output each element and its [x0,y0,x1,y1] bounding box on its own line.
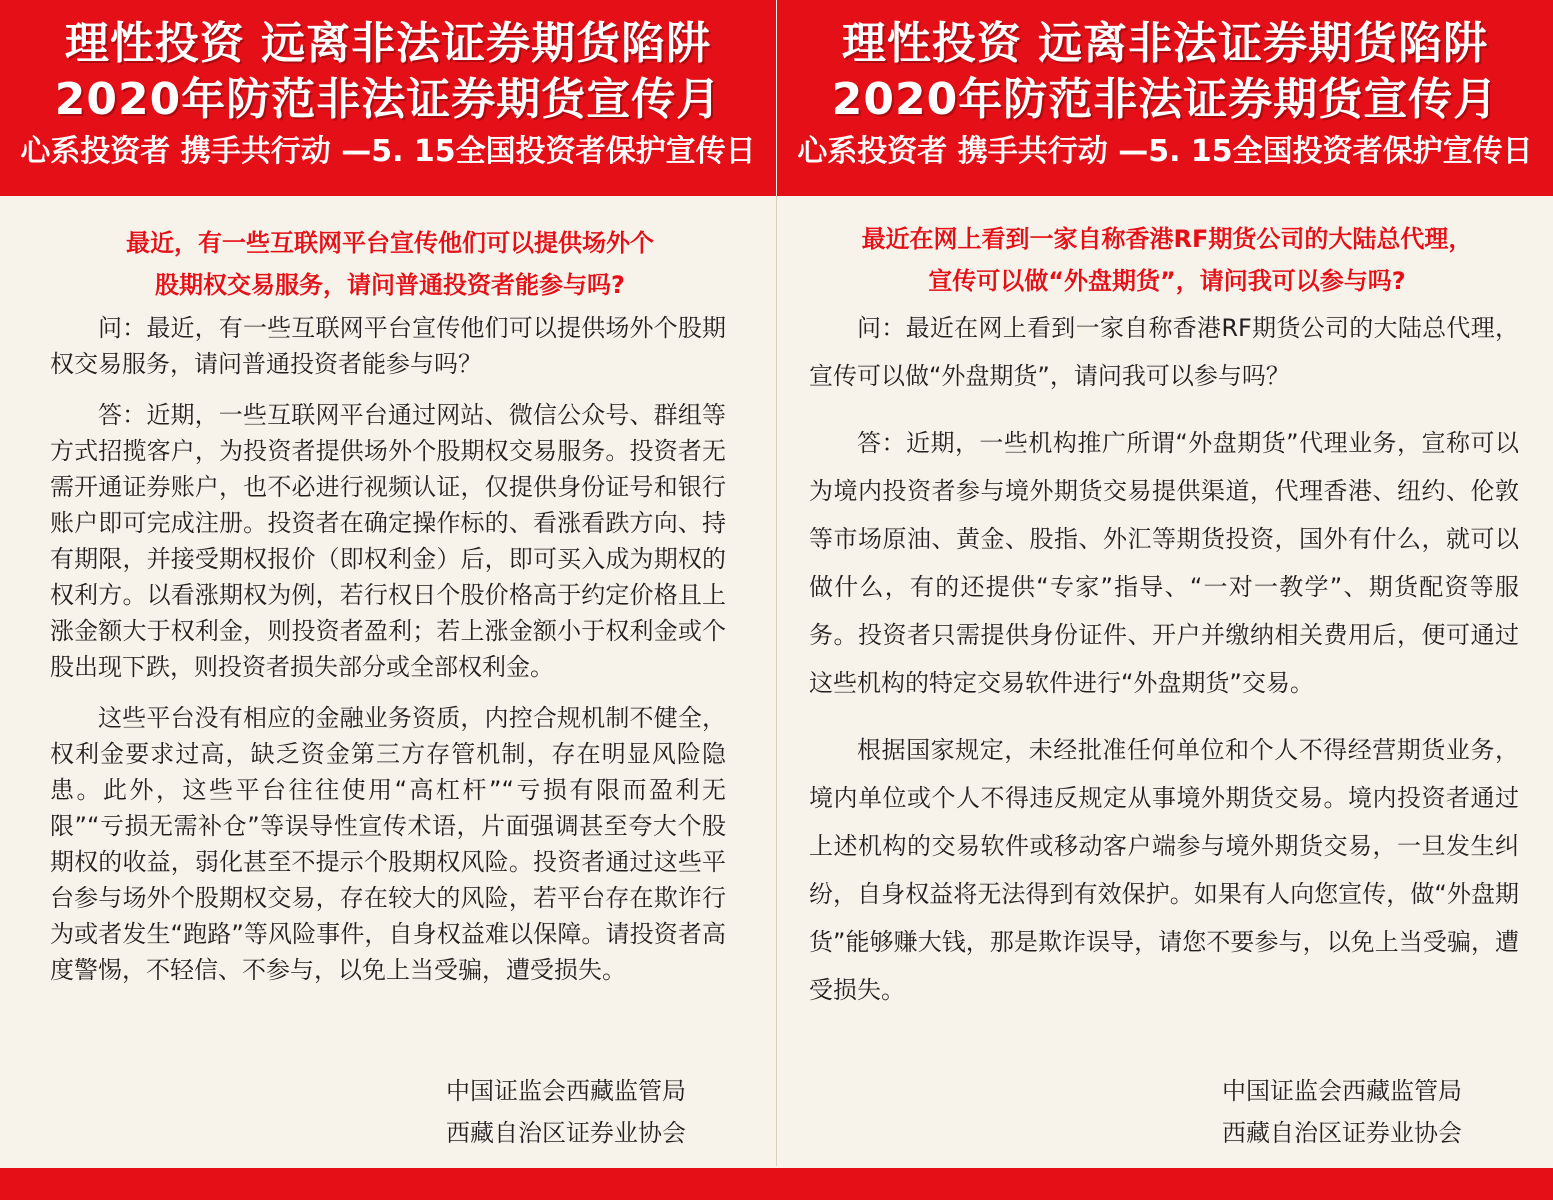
right-body [809,304,1519,1033]
right-question-title [807,218,1527,302]
left-paragraph-question: 问：最近，有一些互联网平台宣传他们可以提供场外个股期权交易服务，请问普通投资者能参与吗？ [50,314,726,378]
left-paragraph-answer: 答：近期，一些互联网平台通过网站、微信公众号、群组等方式招揽客户，为投资者提供场外个股期权交易服务。投资者无需开通证券账户，也不必进行视频认证，仅提供身份证号和银行账户即可完成注册。投资者在确定操作标的、看涨看跌方向、持有期限，并接受期权报价（即权利金）后，即可买入成为期权的权利方。以看涨期权为例，若行权日个股价格高于约定价格且上涨金额大于权利金，则投资者盈利；若上涨金额小于权利金或个股出现下跌，则投资者损失部分或全部权利金。 [50,401,726,681]
left-header-slogan: 心系投资者 携手共行动 —5. 15全国投资者保护宣传日 [20,134,756,169]
right-panel [777,0,1553,1200]
right-header-banner [777,0,1553,196]
right-paragraph-answer: 答：近期，一些机构推广所谓“外盘期货”代理业务，宣称可以为境内投资者参与境外期货交易提供渠道，代理香港、纽约、伦敦等市场原油、黄金、股指、外汇等期货投资，国外有什么，就可以做什么，有的还提供“专家”指导、“一对一教学”、期货配资等服务。投资者只需提供身份证件、开户并缴纳相关费用后，便可通过这些机构的特定交易软件进行“外盘期货”交易。 [809,429,1519,697]
right-signature [1222,1070,1462,1154]
left-panel [0,0,776,1200]
left-signature-org1: 中国证监会西藏监管局 [446,1077,686,1105]
left-question-title-line1: 最近，有一些互联网平台宣传他们可以提供场外个 [126,229,654,257]
right-paragraph-question: 问：最近在网上看到一家自称香港RF期货公司的大陆总代理，宣传可以做“外盘期货”，请问我可以参与吗？ [809,314,1519,390]
right-signature-org1: 中国证监会西藏监管局 [1222,1077,1462,1105]
right-paragraph-regulation: 根据国家规定，未经批准任何单位和个人不得经营期货业务，境内单位或个人不得违反规定从事境外期货交易。境内投资者通过上述机构的交易软件或移动客户端参与境外期货交易，一旦发生纠纷，自身权益将无法得到有效保护。如果有人向您宣传，做“外盘期货”能够赚大钱，那是欺诈误导，请您不要参与，以免上当受骗，遭受损失。 [809,736,1519,1004]
left-header-subtitle: 2020年防范非法证券期货宣传月 [54,74,722,125]
left-header-title: 理性投资 远离非法证券期货陷阱 [64,18,712,69]
left-signature [446,1070,686,1154]
right-header-title: 理性投资 远离非法证券期货陷阱 [841,18,1489,69]
left-question-title [40,222,740,306]
right-question-title-line2: 宣传可以做“外盘期货”，请问我可以参与吗? [928,267,1406,295]
right-header-slogan: 心系投资者 携手共行动 —5. 15全国投资者保护宣传日 [797,134,1533,169]
right-header-subtitle: 2020年防范非法证券期货宣传月 [831,74,1499,125]
footer-red-bar [0,1168,1553,1200]
left-body [50,310,726,1003]
left-header-banner [0,0,776,196]
left-question-title-line2: 股期权交易服务，请问普通投资者能参与吗? [155,271,625,299]
right-signature-org2: 西藏自治区证券业协会 [1222,1119,1462,1147]
left-paragraph-warning: 这些平台没有相应的金融业务资质，内控合规机制不健全，权利金要求过高，缺乏资金第三方存管机制，存在明显风险隐患。此外，这些平台往往使用“高杠杆”“亏损有限而盈利无限”“亏损无需补仓”等误导性宣传术语，片面强调甚至夸大个股期权的收益，弱化甚至不提示个股期权风险。投资者通过这些平台参与场外个股期权交易，存在较大的风险，若平台存在欺诈行为或者发生“跑路”等风险事件，自身权益难以保障。请投资者高度警惕，不轻信、不参与，以免上当受骗，遭受损失。 [50,704,726,984]
right-question-title-line1: 最近在网上看到一家自称香港RF期货公司的大陆总代理， [861,225,1473,253]
left-signature-org2: 西藏自治区证券业协会 [446,1119,686,1147]
